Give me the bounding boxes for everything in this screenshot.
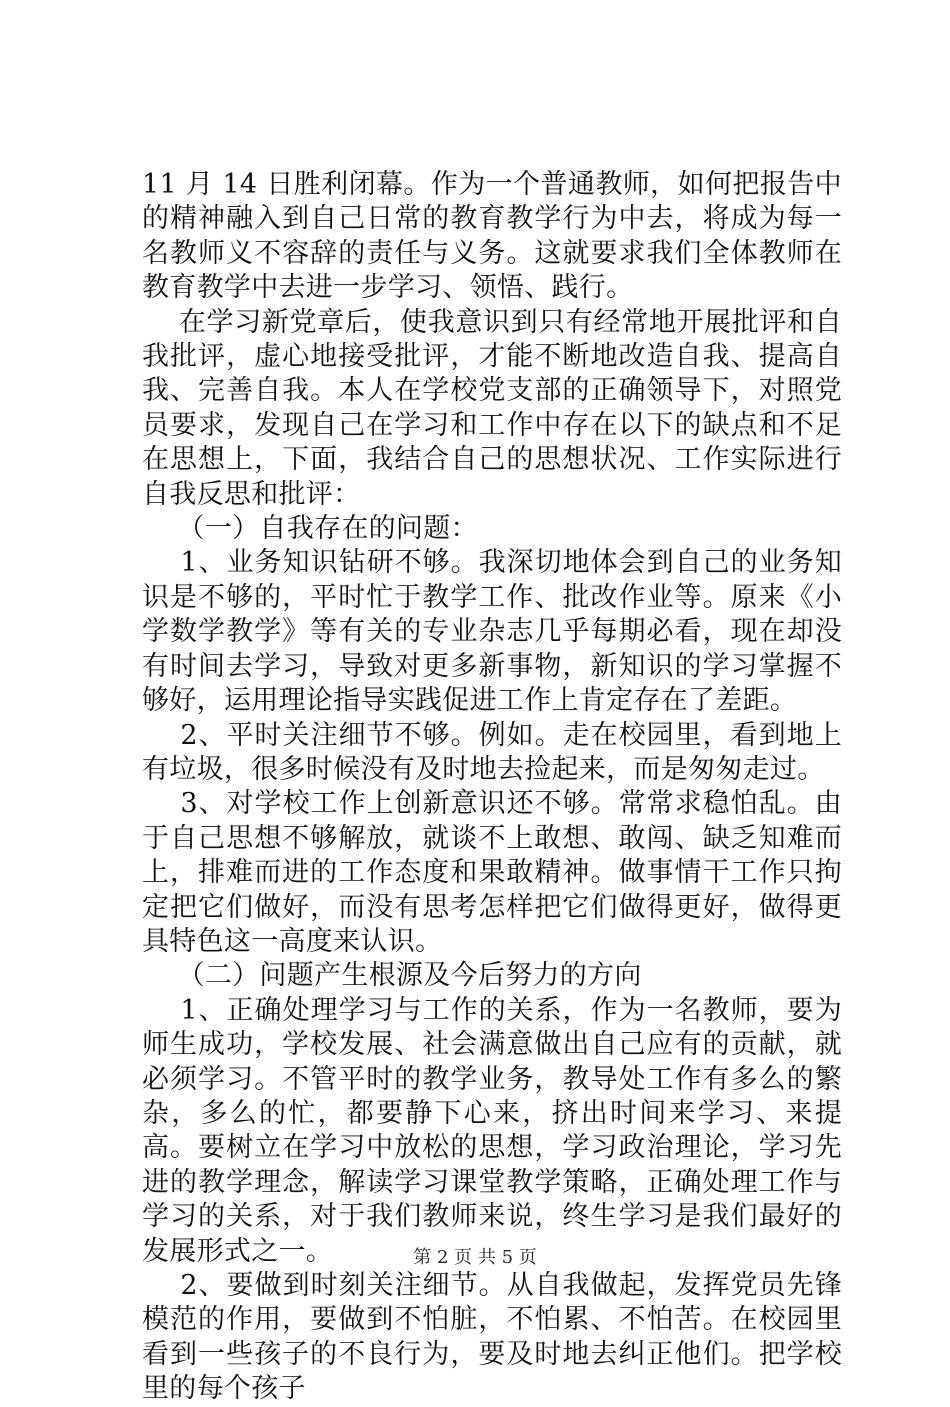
paragraph-2: 在学习新党章后，使我意识到只有经常地开展批评和自我批评，虚心地接受批评，才能不断地改造自我、提高自我、完善自我。本人在学校党支部的正确领导下，对照党员要求，发现自己在学习和工作中存在以下的缺点和不足在思想上，下面，我结合自己的思想状况、工作实际进行自我反思和批评： <box>142 306 842 510</box>
page-number-footer: 第 2 页 共 5 页 <box>413 1247 537 1268</box>
paragraph-4: 2、平时关注细节不够。例如。走在校园里，看到地上有垃圾，很多时候没有及时地去捡起来，而是匆匆走过。 <box>142 719 842 785</box>
paragraph-3: 1、业务知识钻研不够。我深切地体会到自己的业务知识是不够的，平时忙于教学工作、批改作业等。原来《小学数学教学》等有关的专业杂志几乎每期必看，现在却没有时间去学习，导致对更多新事物，新知识的学习掌握不够好，运用理论指导实践促进工作上肯定存在了差距。 <box>142 547 842 717</box>
paragraph-1: 11 月 14 日胜利闭幕。作为一个普通教师，如何把报告中的精神融入到自己日常的教育教学行为中去，将成为每一名教师义不容辞的责任与义务。这就要求我们全体教师在教育教学中去进一步学习、领悟、践行。 <box>142 169 842 304</box>
paragraph-5: 3、对学校工作上创新意识还不够。常常求稳怕乱。由于自己思想不够解放，就谈不上敢想、敢闯、缺乏知难而上，排难而进的工作态度和果敢精神。做事情干工作只拘定把它们做好，而没有思考怎样把它们做得更好，做得更具特色这一高度来认识。 <box>142 788 842 957</box>
document-body <box>142 168 842 1407</box>
section-heading-2: （二）问题产生根源及今后努力的方向 <box>142 960 642 992</box>
section-heading-1: （一）自我存在的问题： <box>142 513 478 545</box>
paragraph-7: 2、要做到时刻关注细节。从自我做起，发挥党员先锋模范的作用，要做到不怕脏，不怕累、不怕苦。在校园里看到一些孩子的不良行为，要及时地去纠正他们。把学校里的每个孩子 <box>142 1270 842 1405</box>
paragraph-6: 1、正确处理学习与工作的关系，作为一名教师，要为师生成功，学校发展、社会满意做出自己应有的贡献，就必须学习。不管平时的教学业务，教导处工作有多么的繁杂，多么的忙，都要静下心来，挤出时间来学习、来提高。要树立在学习中放松的思想，学习政治理论，学习先进的教学理念，解读学习课堂教学策略，正确处理工作与学习的关系，对于我们教师来说，终生学习是我们最好的发展形式之一。 <box>142 994 842 1267</box>
